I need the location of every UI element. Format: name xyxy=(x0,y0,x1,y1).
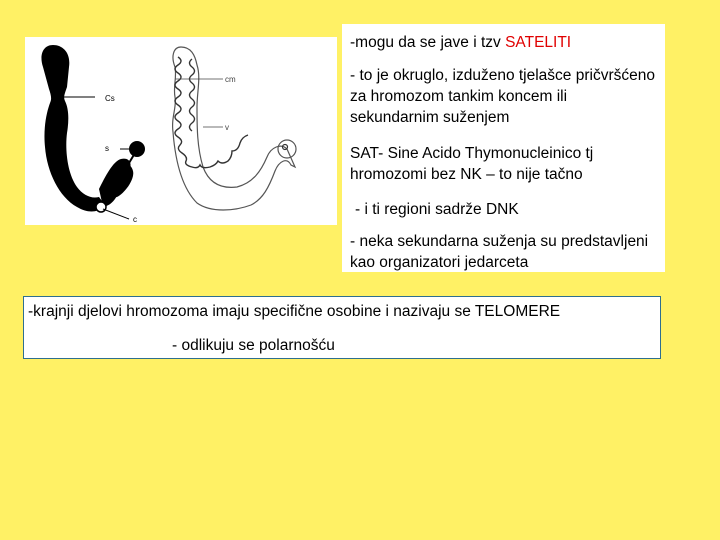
telomere-definition: -krajnji djelovi hromozoma imaju specifične osobine i nazivaju se TELOMERE xyxy=(28,303,561,320)
label-cm: cm xyxy=(225,75,236,84)
solid-chromosome-drawing xyxy=(41,45,145,219)
polarity-note: - odlikuju se polarnošću xyxy=(172,337,335,354)
label-v: v xyxy=(225,123,229,132)
chromosome-illustration xyxy=(25,37,337,225)
telomere-text-box xyxy=(23,296,661,359)
sateliti-highlight: SATELITI xyxy=(505,34,572,51)
satellite-text-box xyxy=(342,24,665,272)
nucleolus-organizer-note: - neka sekundarna suženja su predstavljeni kao organizatori jedarceta xyxy=(350,233,649,271)
intro-text: -mogu da se jave i tzv xyxy=(350,34,506,51)
satellite-definition: - to je okruglo, izduženo tjelašce pričvršćeno za hromozom tankim koncem ili sekundarnim suženjem xyxy=(350,67,655,126)
label-c: c xyxy=(133,215,137,224)
label-cs: Cs xyxy=(105,94,115,103)
chromosome-figure xyxy=(25,37,337,225)
dna-note: - i ti regioni sadrže DNK xyxy=(355,201,519,218)
sat-abbreviation-note: SAT- Sine Acido Thymonucleinico tj hromozomi bez NK – to nije tačno xyxy=(350,145,594,183)
outlined-chromosome-drawing xyxy=(173,47,296,210)
satellite-intro-line xyxy=(350,32,657,53)
label-s: s xyxy=(105,144,109,153)
